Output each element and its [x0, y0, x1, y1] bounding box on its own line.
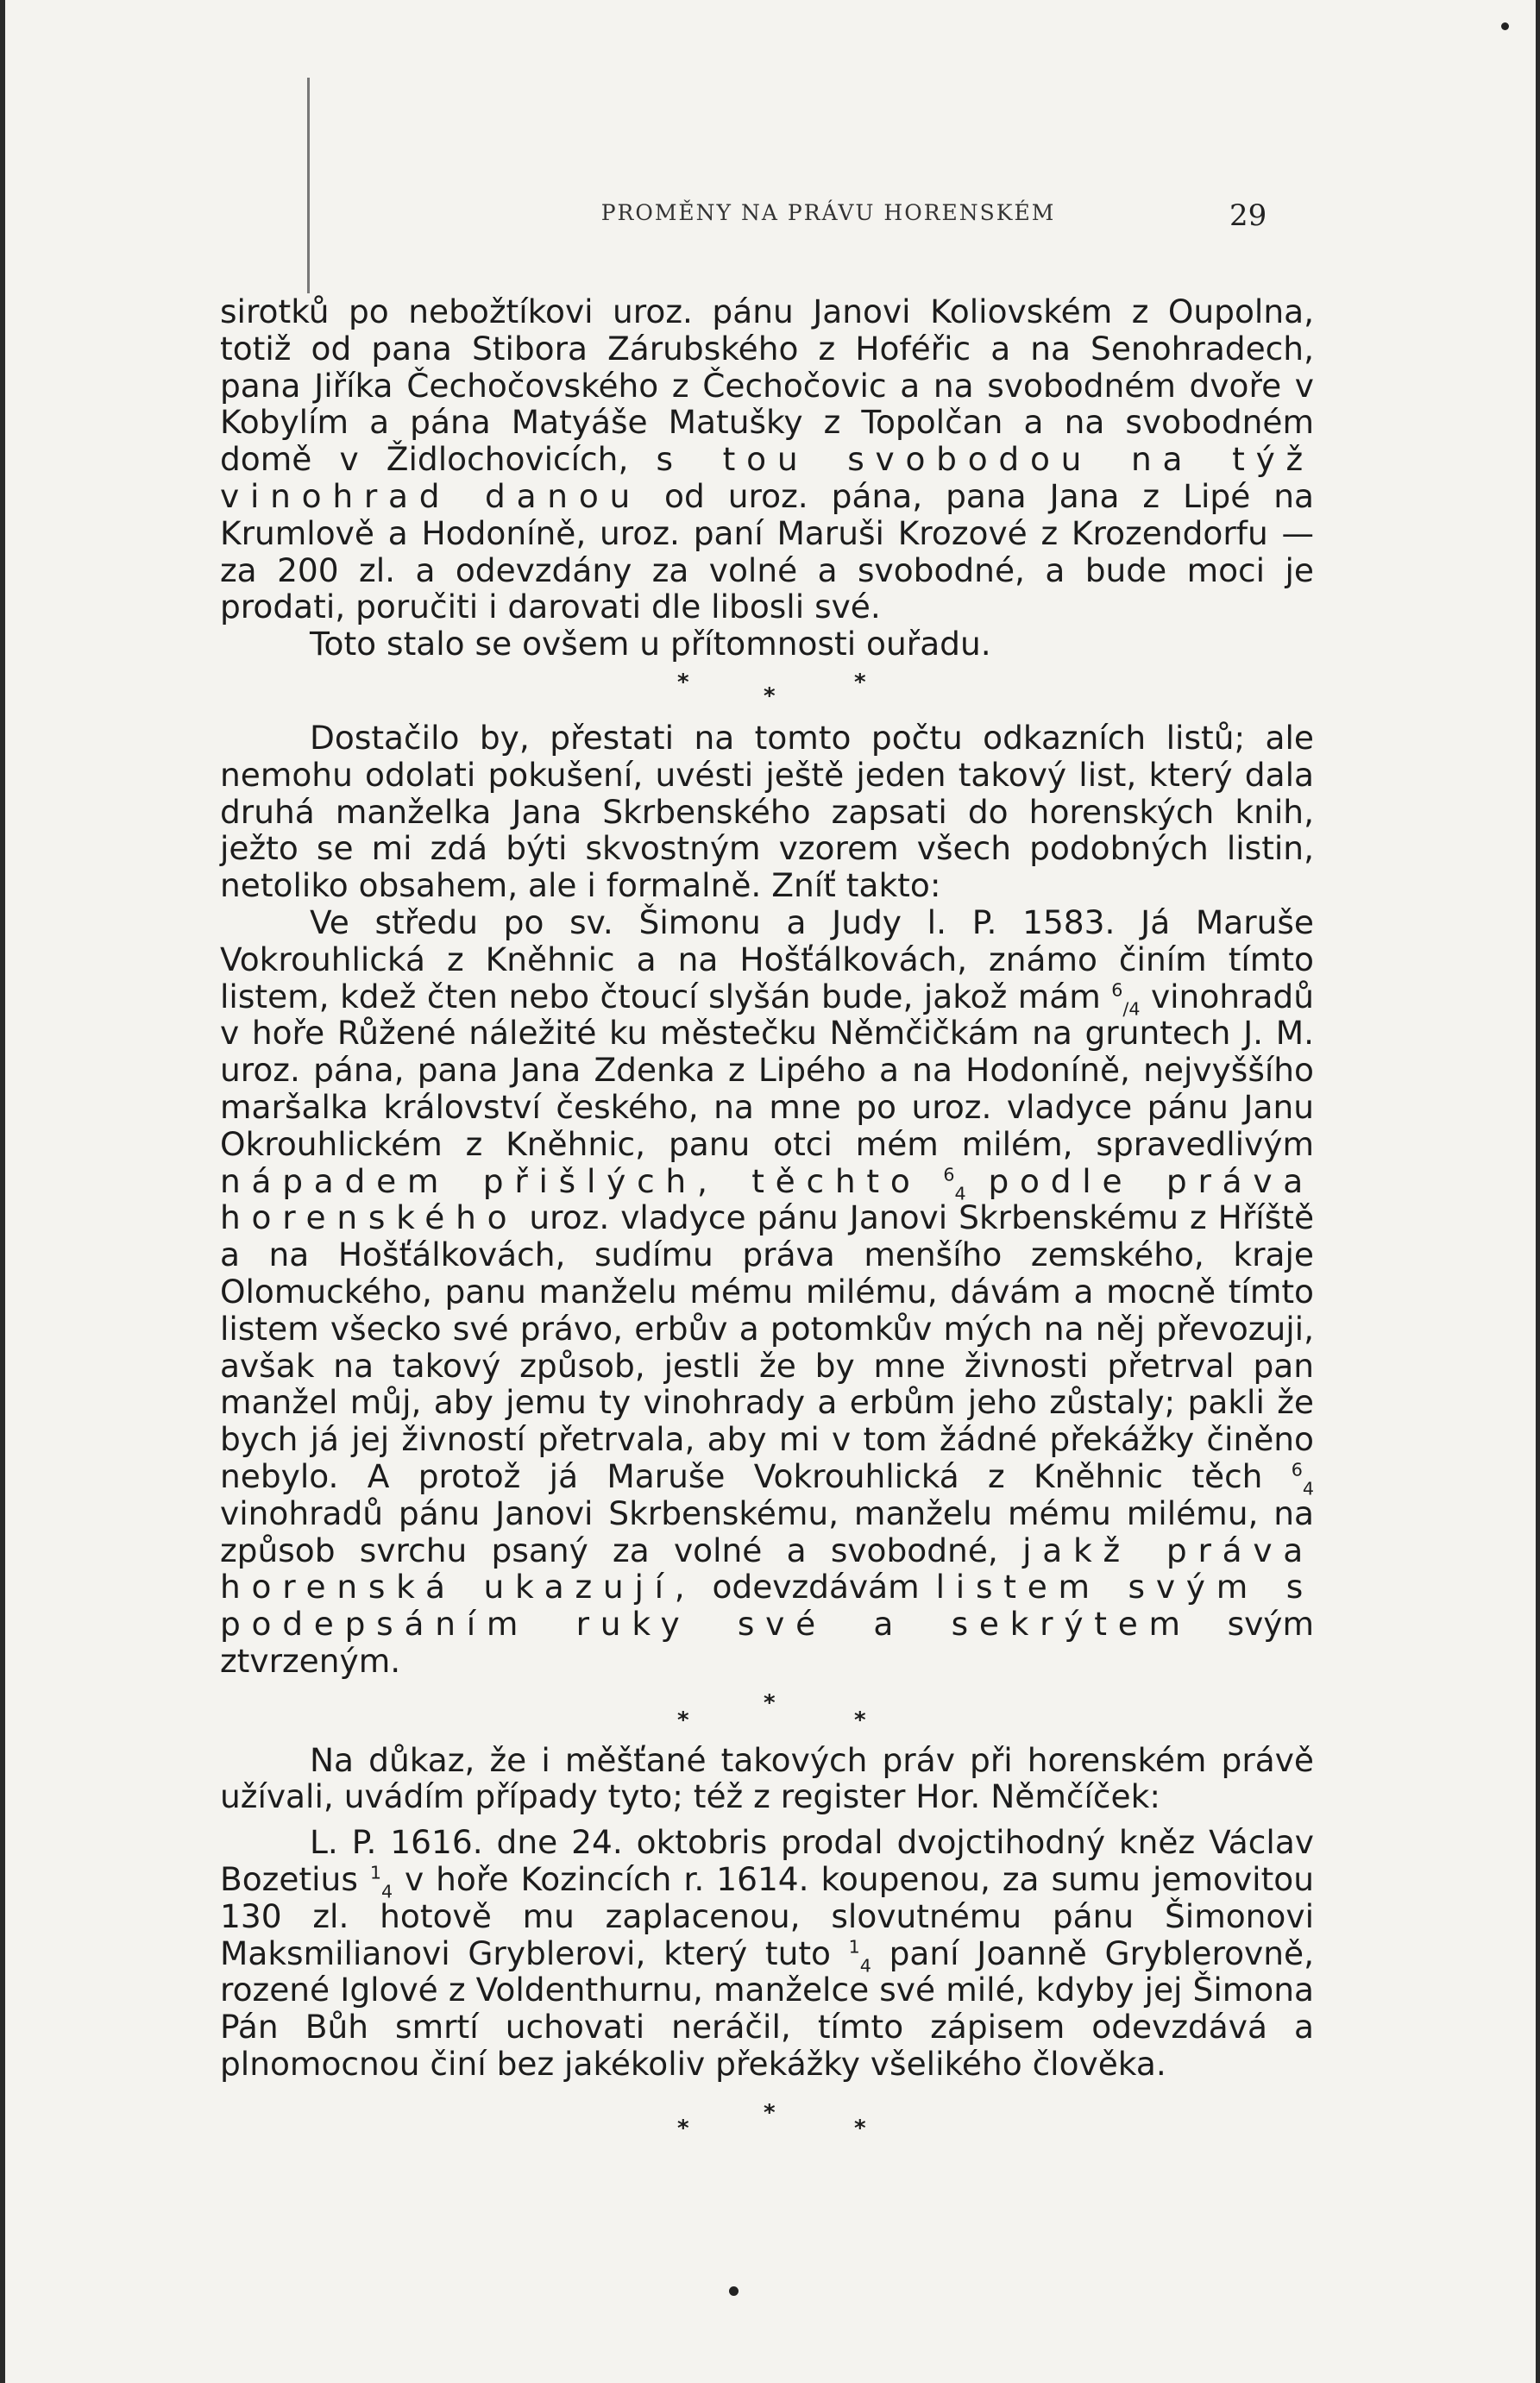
section-divider-3	[220, 2083, 1314, 2143]
divider-star: *	[677, 669, 689, 695]
divider-star: *	[677, 2115, 689, 2141]
p4-spaced-1: nápadem přišlých, těchto	[220, 1161, 921, 1200]
p4-text-c: uroz. vladyce pánu Janovi Skrbenskému z Hříště a na Hošťálkovách, sudímu práva menšího zemského, kraje Olomuckého, panu manželu mému milému, dávám a mocně tímto listem všecko své právo, erbův a potomkův mých na něj převozuji, avšak na takový způsob, jestli že by mne živnosti přetrval pan manžel můj, aby jemu ty vinohrady a erbům jeho zůstaly; pakli že bych já jej živností přetrvala, aby mi v tom žádné překážky činěno nebylo. A protož já Maruše Vokrouhlická z Kněhnic těch	[220, 1198, 1315, 1495]
p6-text-a: L. P. 1616. dne 24. oktobris prodal dvojctihodný kněz Václav Bozetius	[220, 1823, 1314, 1899]
p4-text-f: svým ztvrzeným.	[220, 1605, 1315, 1680]
paragraph-3: Dostačilo by, přestati na tomto počtu odkazních listů; ale nemohu odolati pokušení, uvésti ještě jeden takový list, který dala druhá manželka Jana Skrbenského zapsati do horenských knih, ježto se mi zdá býti skvostným vzorem všech podobných listin, netoliko obsahem, ale i formalně. Zníť takto:	[220, 718, 1314, 905]
p1-text: sirotků po nebožtíkovi uroz. pánu Janovi Koliovském z Oupolna, totiž od pana Stibora Zárubského z Hoféřic a na Senohradech, pana Jiříka Čechočovského z Čechočovic a na svobodném dvoře v Kobylím a pána Matyáše Matušky z Topolčan a na svobodném domě v Židlochovicích,	[220, 292, 1314, 479]
page-text	[220, 293, 1314, 2143]
p6-fraction-den: 4	[380, 1881, 393, 1902]
divider-star: *	[764, 682, 776, 709]
right-page-edge	[1536, 0, 1540, 2383]
left-page-edge	[0, 0, 5, 2383]
p4-spaced-3: jakž práva horenská ukazují,	[220, 1531, 1315, 1606]
divider-star: *	[764, 2099, 776, 2126]
p4-fraction3-den: 4	[1302, 1478, 1314, 1500]
p4-spaced-2: podle práva horenského	[220, 1161, 1315, 1237]
paragraph-1	[220, 293, 1314, 626]
section-divider-2	[220, 1680, 1314, 1742]
p4-text-a: Ve středu po sv. Šimonu a Judy l. P. 1583. Já Maruše Vokrouhlická z Kněhnic a na Hošťálkovách, známo činím tímto listem, kdež čten nebo čtoucí slyšán bude, jakož mám	[220, 902, 1314, 1015]
p1-spaced: s tou svobodou na týž vinohrad danou	[220, 440, 1314, 515]
divider-star: *	[854, 1707, 866, 1733]
p4-fraction-num: 6	[1111, 979, 1123, 1001]
p6-text-b: v hoře Kozincích r. 1614. koupenou, za sumu jemovitou 130 zl. hotově mu zaplacenou, slovutnému pánu Šimonovi Maksmilianovi Gryblerovi, který tuto	[220, 1860, 1314, 1972]
paragraph-6	[220, 1824, 1314, 2083]
p4-text-d: vinohradů pánu Janovi Skrbenskému, manželu mému milému, na způsob svrchu psaný za volné a svobodné,	[220, 1493, 1314, 1569]
divider-star: *	[854, 669, 866, 695]
p6-fraction-num: 1	[369, 1862, 381, 1883]
divider-star: *	[854, 2115, 866, 2141]
p4-text-e: odevzdávám	[712, 1568, 920, 1606]
p4-fraction-den: /4	[1122, 998, 1141, 1020]
p4-fraction3-num: 6	[1291, 1459, 1303, 1481]
section-divider-1	[220, 663, 1314, 720]
p1-end: od uroz. pána, pana Jana z Lipé na Krumlově a Hodoníně, uroz. paní Maruši Krozové z Krozendorfu — za 200 zl. a odevzdány za volné a svobodné, a bude moci je prodati, poručiti i darovati dle libosli své.	[220, 476, 1315, 626]
p6-fraction2-num: 1	[848, 1936, 860, 1958]
p4-fraction2-num: 6	[943, 1164, 955, 1185]
p6-text-c: paní Joanně Gryblerovně, rozené Iglové z Voldenthurnu, manželce své milé, kdyby jej Šimona Pán Bůh smrtí uchovati neráčil, tímto zápisem odevzdává a plnomocnou činí bez jakékoliv překážky všelikého člověka.	[220, 1933, 1314, 2084]
divider-star: *	[764, 1689, 776, 1716]
p6-fraction2-den: 4	[859, 1955, 871, 1977]
left-margin-rule	[307, 78, 310, 293]
paragraph-4	[220, 904, 1314, 1680]
paragraph-5: Na důkaz, že i měšťané takových práv při horenském právě užívali, uvádím případy tyto; též z register Hor. Němčíček:	[220, 1740, 1314, 1816]
bottom-speck	[729, 2286, 739, 2296]
running-head: PROMĚNY NA PRÁVU HORENSKÉM	[600, 200, 1056, 225]
p4-fraction2-den: 4	[954, 1183, 966, 1204]
p4-spaced-4: listem svým s podepsáním ruky své a sekrýtem	[220, 1568, 1315, 1644]
margin-speck	[1501, 22, 1509, 30]
p4-text-b: vinohradů v hoře Růžené náležité ku městečku Němčičkám na gruntech J. M. uroz. pána, pana Jana Zdenka z Lipého a na Hodoníně, nejvyššího maršalka království českého, na mne po uroz. vladyce pánu Janu Okrouhlickém z Kněhnic, panu otci mém milém, spravedlivým	[220, 977, 1314, 1163]
paragraph-2: Toto stalo se ovšem u přítomnosti ouřadu.	[310, 625, 991, 663]
divider-star: *	[677, 1707, 689, 1733]
page-number: 29	[1229, 198, 1267, 233]
